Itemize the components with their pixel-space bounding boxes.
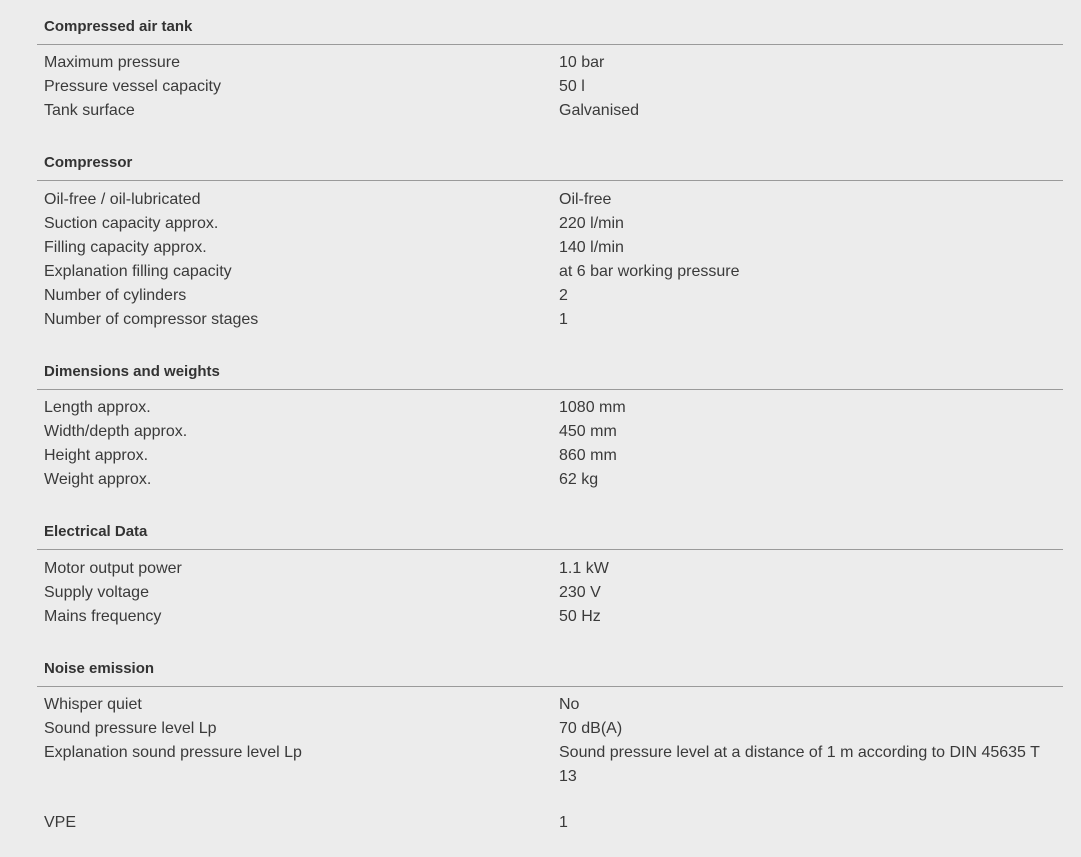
spec-label: Tank surface <box>44 102 135 119</box>
spec-label: Explanation filling capacity <box>44 263 232 280</box>
section-divider <box>37 389 1063 390</box>
section-divider <box>37 549 1063 550</box>
spec-value: 450 mm <box>559 423 617 440</box>
spec-value: 860 mm <box>559 447 617 464</box>
spec-row <box>0 75 1081 99</box>
section-title: Noise emission <box>44 660 155 677</box>
spec-value: Sound pressure level at a distance of 1 m according to DIN 45635 T 13 <box>559 744 1040 785</box>
spec-label: Number of cylinders <box>44 287 187 304</box>
spec-row <box>0 284 1081 308</box>
spec-row <box>0 308 1081 332</box>
spec-row <box>0 717 1081 741</box>
spec-row <box>0 557 1081 581</box>
spec-value: 1080 mm <box>559 399 626 416</box>
spec-label: Weight approx. <box>44 471 152 488</box>
spec-value: 2 <box>559 287 568 304</box>
spec-row <box>0 468 1081 492</box>
spec-row <box>0 236 1081 260</box>
spec-label: Explanation sound pressure level Lp <box>44 744 302 761</box>
spec-label: Motor output power <box>44 560 182 577</box>
spec-value: 220 l/min <box>559 215 624 232</box>
spec-label: Height approx. <box>44 447 149 464</box>
section-title: Electrical Data <box>44 523 148 540</box>
spec-value: 1.1 kW <box>559 560 609 577</box>
spec-label: Oil-free / oil-lubricated <box>44 191 201 208</box>
spec-value: 1 <box>559 311 568 328</box>
spec-value: 230 V <box>559 584 601 601</box>
spec-row <box>0 188 1081 212</box>
section-divider <box>37 44 1063 45</box>
spec-label: Width/depth approx. <box>44 423 188 440</box>
spec-row <box>0 51 1081 75</box>
spec-value: 1 <box>559 814 568 831</box>
spec-row <box>0 444 1081 468</box>
spec-label: Maximum pressure <box>44 54 181 71</box>
spec-row <box>0 420 1081 444</box>
section-divider <box>37 686 1063 687</box>
spec-label: Suction capacity approx. <box>44 215 219 232</box>
section-title: Compressed air tank <box>44 18 193 35</box>
spec-row-vpe <box>0 811 1081 835</box>
spec-value: Galvanised <box>559 102 640 119</box>
spec-row <box>0 99 1081 123</box>
spec-row <box>0 605 1081 629</box>
spec-label: Sound pressure level Lp <box>44 720 217 737</box>
section-divider <box>37 180 1063 181</box>
spec-value: 50 l <box>559 78 585 95</box>
spec-label: Whisper quiet <box>44 696 142 713</box>
spec-row <box>0 581 1081 605</box>
spec-label: Pressure vessel capacity <box>44 78 221 95</box>
spec-label: Filling capacity approx. <box>44 239 207 256</box>
spec-row <box>0 212 1081 236</box>
spec-value: 50 Hz <box>559 608 601 625</box>
section-title: Dimensions and weights <box>44 363 220 380</box>
spec-value: at 6 bar working pressure <box>559 263 740 280</box>
spec-value: 140 l/min <box>559 239 624 256</box>
section-title: Compressor <box>44 154 133 171</box>
spec-row <box>0 741 1081 789</box>
spec-value: 10 bar <box>559 54 605 71</box>
spec-value: Oil-free <box>559 191 612 208</box>
spec-label: Number of compressor stages <box>44 311 259 328</box>
spec-value: 70 dB(A) <box>559 720 623 737</box>
spec-label: VPE <box>44 814 77 831</box>
spec-row <box>0 693 1081 717</box>
spec-value: 62 kg <box>559 471 599 488</box>
spec-label: Length approx. <box>44 399 151 416</box>
spec-label: Mains frequency <box>44 608 162 625</box>
spec-row <box>0 396 1081 420</box>
spec-label: Supply voltage <box>44 584 149 601</box>
spec-value: No <box>559 696 580 713</box>
spec-row <box>0 260 1081 284</box>
